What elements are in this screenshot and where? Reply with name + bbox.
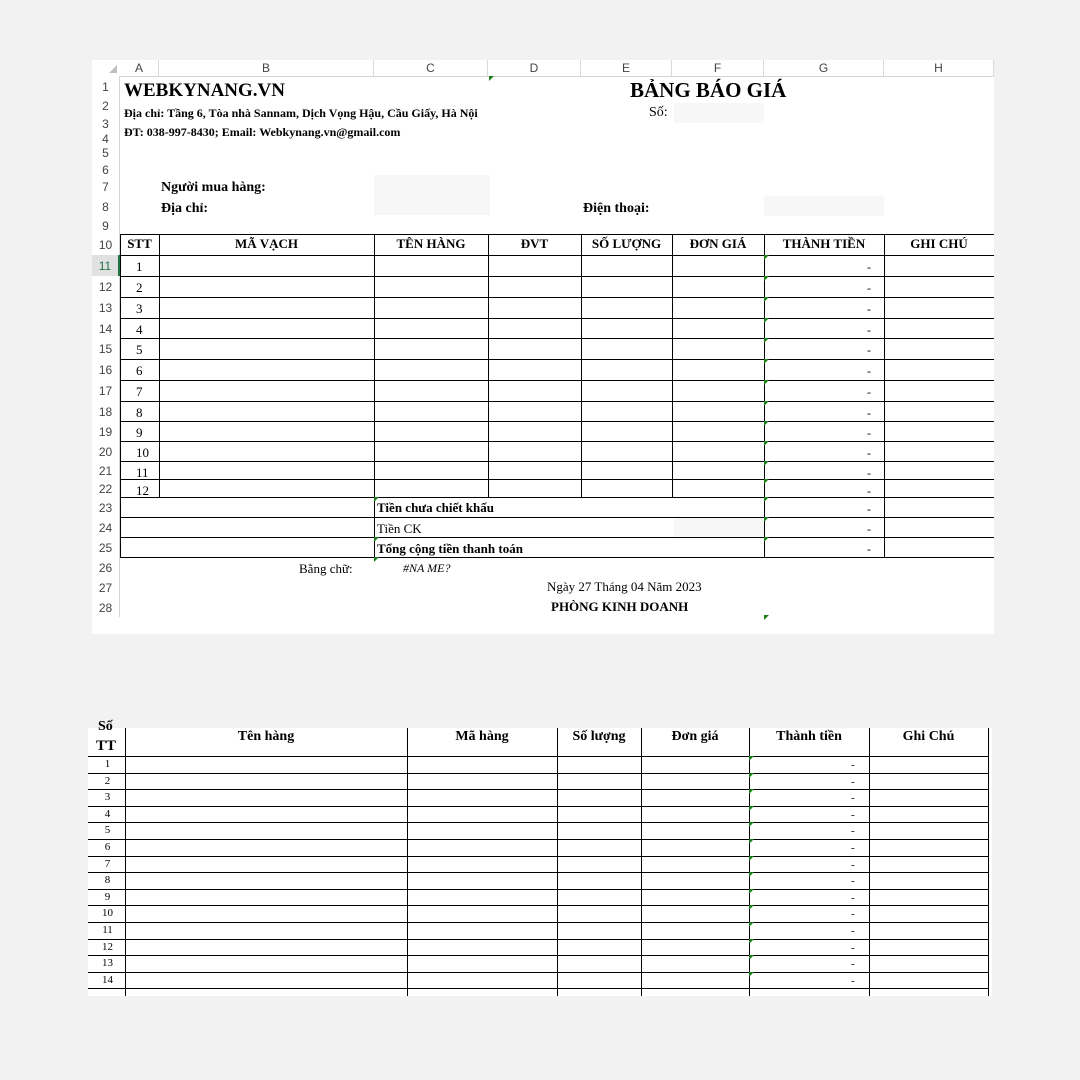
comment-indicator bbox=[489, 76, 494, 81]
comment-indicator bbox=[749, 856, 754, 861]
buyer-label: Người mua hàng: bbox=[161, 180, 266, 195]
list-amount-dash: - bbox=[851, 792, 855, 805]
list-row-number: 5 bbox=[104, 824, 111, 837]
table-row-number: 12 bbox=[136, 483, 149, 498]
row-amount-dash: - bbox=[867, 426, 871, 440]
comment-indicator bbox=[764, 615, 769, 620]
comment-indicator bbox=[764, 441, 769, 446]
comment-indicator bbox=[749, 972, 754, 977]
list-row-number: 8 bbox=[104, 874, 111, 887]
comment-indicator bbox=[764, 338, 769, 343]
list-row-number: 4 bbox=[104, 807, 111, 820]
table-header-6: ĐƠN GIÁ bbox=[689, 236, 747, 251]
row-amount-dash: - bbox=[867, 446, 871, 460]
row-border bbox=[120, 359, 994, 360]
column-headers bbox=[120, 60, 994, 77]
row-border bbox=[120, 297, 994, 298]
buyer-input-cell[interactable] bbox=[374, 175, 490, 215]
table-header-4: ĐVT bbox=[520, 236, 549, 251]
stt-header: TT bbox=[96, 738, 117, 754]
list-header-4: Đơn giá bbox=[671, 729, 719, 744]
column-header-c[interactable]: C bbox=[374, 60, 488, 76]
comment-indicator bbox=[749, 905, 754, 910]
row-header-14[interactable]: 14 bbox=[92, 318, 120, 338]
stt-header-top: Số bbox=[98, 719, 113, 734]
totals-border bbox=[120, 517, 994, 518]
row-border bbox=[88, 922, 989, 923]
row-amount-dash: - bbox=[867, 364, 871, 378]
list-row-number: 1 bbox=[104, 758, 111, 770]
column-border bbox=[374, 234, 375, 557]
phone-label: Điện thoại: bbox=[583, 201, 650, 216]
list-amount-dash: - bbox=[851, 925, 855, 937]
table-row-number: 1 bbox=[136, 259, 143, 274]
row-header-5[interactable]: 5 bbox=[92, 143, 120, 162]
table-row-number: 9 bbox=[136, 425, 143, 440]
row-header-21[interactable]: 21 bbox=[92, 461, 120, 479]
row-border bbox=[120, 461, 994, 462]
column-header-f[interactable]: F bbox=[672, 60, 764, 76]
totals-border bbox=[120, 557, 994, 558]
column-border bbox=[884, 234, 885, 557]
row-border bbox=[88, 939, 989, 940]
subtotal-label: Tiền chưa chiết khấu bbox=[377, 500, 494, 515]
table-row-number: 7 bbox=[136, 384, 143, 399]
discount-input-cell[interactable] bbox=[674, 517, 764, 537]
page-title: BẢNG BÁO GIÁ bbox=[630, 78, 787, 102]
table-header-1: STT bbox=[127, 236, 152, 251]
row-header-17[interactable]: 17 bbox=[92, 380, 120, 401]
table-header-5: SỐ LƯỢNG bbox=[591, 236, 662, 251]
comment-indicator bbox=[374, 537, 379, 542]
column-header-b[interactable]: B bbox=[159, 60, 374, 76]
row-header-16[interactable]: 16 bbox=[92, 359, 120, 380]
list-amount-dash: - bbox=[851, 825, 855, 838]
contact-text: ĐT: 038-997-8430; Email: Webkynang.vn@gmail.com bbox=[124, 125, 401, 139]
list-amount-dash: - bbox=[851, 891, 855, 904]
comment-indicator bbox=[749, 773, 754, 778]
row-border bbox=[88, 988, 989, 989]
table-row-number: 10 bbox=[136, 445, 149, 460]
total-amount-dash: - bbox=[867, 502, 871, 516]
comment-indicator bbox=[764, 401, 769, 406]
list-row-number: 10 bbox=[102, 907, 113, 920]
row-border bbox=[88, 806, 989, 807]
column-border bbox=[581, 234, 582, 497]
row-header-25[interactable]: 25 bbox=[92, 537, 120, 557]
row-amount-dash: - bbox=[867, 484, 871, 498]
row-border bbox=[120, 318, 994, 319]
column-border bbox=[672, 234, 673, 497]
row-header-6[interactable]: 6 bbox=[92, 162, 120, 176]
comment-indicator bbox=[749, 922, 754, 927]
list-amount-dash: - bbox=[851, 775, 855, 788]
table-row-number: 5 bbox=[136, 342, 143, 357]
table-header-2: MÃ VẠCH bbox=[235, 236, 298, 251]
list-amount-dash: - bbox=[851, 958, 855, 971]
row-border bbox=[88, 789, 989, 790]
comment-indicator bbox=[764, 421, 769, 426]
row-header-3[interactable]: 3 bbox=[92, 113, 120, 133]
list-amount-dash: - bbox=[851, 808, 855, 821]
row-border bbox=[120, 421, 994, 422]
comment-indicator bbox=[749, 806, 754, 811]
list-amount-dash: - bbox=[851, 858, 855, 871]
buyer-address-label: Địa chỉ: bbox=[161, 201, 209, 216]
row-amount-dash: - bbox=[867, 281, 871, 295]
list-amount-dash: - bbox=[851, 875, 855, 888]
column-border bbox=[488, 234, 489, 497]
row-header-10[interactable]: 10 bbox=[92, 234, 120, 255]
row-border bbox=[120, 380, 994, 381]
comment-indicator bbox=[749, 872, 754, 877]
total-label: Tổng cộng tiền thanh toán bbox=[377, 541, 523, 556]
so-input-cell[interactable] bbox=[674, 103, 764, 123]
column-border bbox=[159, 234, 160, 497]
row-header-2[interactable]: 2 bbox=[92, 97, 120, 113]
row-header-13[interactable]: 13 bbox=[92, 297, 120, 318]
row-header-23[interactable]: 23 bbox=[92, 497, 120, 517]
address-text: Địa chỉ: Tầng 6, Tòa nhà Sannam, Dịch Vọng Hậu, Cầu Giấy, Hà Nội bbox=[124, 106, 478, 120]
comment-indicator bbox=[749, 939, 754, 944]
column-border bbox=[764, 234, 765, 557]
comment-indicator bbox=[764, 461, 769, 466]
table-row-number: 11 bbox=[136, 465, 149, 480]
row-amount-dash: - bbox=[867, 260, 871, 274]
amount-in-words-label: Bằng chữ: bbox=[299, 561, 353, 576]
table-header-3: TÊN HÀNG bbox=[396, 236, 466, 251]
list-header-2: Mã hàng bbox=[455, 729, 509, 744]
quotation-spreadsheet bbox=[92, 60, 994, 634]
row-amount-dash: - bbox=[867, 466, 871, 480]
row-border bbox=[88, 839, 989, 840]
row-border bbox=[120, 497, 994, 498]
total-amount-dash: - bbox=[867, 542, 871, 556]
table-row-number: 4 bbox=[136, 322, 143, 337]
table-header-7: THÀNH TIỀN bbox=[782, 236, 866, 251]
comment-indicator bbox=[764, 517, 769, 522]
comment-indicator bbox=[764, 318, 769, 323]
column-header-g[interactable]: G bbox=[764, 60, 884, 76]
table-top-border bbox=[120, 234, 994, 235]
comment-indicator bbox=[764, 380, 769, 385]
department-text: PHÒNG KINH DOANH bbox=[551, 599, 689, 614]
table-row-number: 3 bbox=[136, 301, 143, 316]
table-row-number: 8 bbox=[136, 405, 143, 420]
product-list-table bbox=[88, 719, 992, 996]
column-header-h[interactable]: H bbox=[884, 60, 994, 76]
list-header-1: Tên hàng bbox=[237, 729, 295, 744]
column-header-d[interactable]: D bbox=[488, 60, 581, 76]
list-row-number: 11 bbox=[102, 924, 113, 936]
comment-indicator bbox=[749, 889, 754, 894]
phone-input-cell[interactable] bbox=[764, 196, 884, 216]
date-text: Ngày 27 Tháng 04 Năm 2023 bbox=[547, 579, 702, 594]
row-header-15[interactable]: 15 bbox=[92, 338, 120, 359]
list-header-5: Thành tiền bbox=[776, 729, 842, 744]
list-amount-dash: - bbox=[851, 759, 855, 771]
row-header-19[interactable]: 19 bbox=[92, 421, 120, 441]
so-label: Số: bbox=[649, 105, 668, 120]
select-all-corner[interactable] bbox=[92, 60, 121, 76]
row-header-24[interactable]: 24 bbox=[92, 517, 120, 537]
total-amount-dash: - bbox=[867, 522, 871, 536]
comment-indicator bbox=[764, 497, 769, 502]
row-amount-dash: - bbox=[867, 323, 871, 337]
comment-indicator bbox=[749, 789, 754, 794]
comment-indicator bbox=[374, 497, 379, 502]
list-row-number: 2 bbox=[104, 774, 111, 787]
column-header-e[interactable]: E bbox=[581, 60, 672, 76]
list-row-number: 13 bbox=[102, 957, 113, 970]
list-row-number: 12 bbox=[102, 940, 113, 953]
table-header-8: GHI CHÚ bbox=[910, 236, 968, 251]
row-border bbox=[120, 401, 994, 402]
row-border bbox=[120, 276, 994, 277]
discount-label: Tiền CK bbox=[377, 521, 422, 536]
row-header-9[interactable]: 9 bbox=[92, 216, 120, 234]
row-header-28[interactable]: 28 bbox=[92, 597, 120, 617]
comment-indicator bbox=[764, 297, 769, 302]
list-row-number: 14 bbox=[102, 973, 113, 986]
row-border bbox=[88, 872, 989, 873]
row-border bbox=[120, 479, 994, 480]
row-header-20[interactable]: 20 bbox=[92, 441, 120, 461]
comment-indicator bbox=[764, 537, 769, 542]
header-bottom-border bbox=[120, 255, 994, 256]
comment-indicator bbox=[749, 839, 754, 844]
list-header-6: Ghi Chú bbox=[902, 729, 955, 744]
comment-indicator bbox=[764, 479, 769, 484]
row-header-22[interactable]: 22 bbox=[92, 479, 120, 497]
row-amount-dash: - bbox=[867, 302, 871, 316]
list-row-number: 7 bbox=[104, 857, 111, 870]
row-header-8[interactable]: 8 bbox=[92, 197, 120, 216]
totals-border bbox=[120, 537, 994, 538]
row-amount-dash: - bbox=[867, 343, 871, 357]
comment-indicator bbox=[749, 955, 754, 960]
row-border bbox=[88, 773, 989, 774]
comment-indicator bbox=[764, 276, 769, 281]
row-border bbox=[88, 972, 989, 973]
row-header-11[interactable]: 11 bbox=[92, 255, 120, 276]
row-header-12[interactable]: 12 bbox=[92, 276, 120, 297]
row-header-26[interactable]: 26 bbox=[92, 557, 120, 577]
row-border bbox=[88, 905, 989, 906]
company-name: WEBKYNANG.VN bbox=[124, 80, 285, 101]
row-border bbox=[88, 856, 989, 857]
row-amount-dash: - bbox=[867, 406, 871, 420]
row-border bbox=[88, 822, 989, 823]
row-header-7[interactable]: 7 bbox=[92, 176, 120, 197]
row-border bbox=[120, 338, 994, 339]
list-header-3: Số lượng bbox=[572, 729, 626, 744]
list-amount-dash: - bbox=[851, 842, 855, 854]
list-amount-dash: - bbox=[851, 908, 855, 921]
column-header-a[interactable]: A bbox=[120, 60, 159, 76]
list-row-number: 9 bbox=[104, 890, 111, 903]
list-row-number: 6 bbox=[104, 841, 111, 853]
comment-indicator bbox=[764, 255, 769, 260]
row-border bbox=[120, 441, 994, 442]
table-left-border bbox=[120, 234, 121, 557]
comment-indicator bbox=[749, 756, 754, 761]
table-row-number: 2 bbox=[136, 280, 143, 295]
header-bottom-border bbox=[88, 756, 989, 757]
row-header-27[interactable]: 27 bbox=[92, 577, 120, 597]
list-row-number: 3 bbox=[104, 791, 111, 804]
row-amount-dash: - bbox=[867, 385, 871, 399]
row-header-1[interactable]: 1 bbox=[92, 76, 120, 97]
amount-in-words-value: #NA ME? bbox=[403, 561, 451, 575]
table-row-number: 6 bbox=[136, 363, 143, 378]
row-border bbox=[88, 889, 989, 890]
row-border bbox=[88, 955, 989, 956]
row-header-18[interactable]: 18 bbox=[92, 401, 120, 421]
comment-indicator bbox=[764, 359, 769, 364]
list-amount-dash: - bbox=[851, 974, 855, 987]
comment-indicator bbox=[374, 557, 379, 562]
list-amount-dash: - bbox=[851, 941, 855, 954]
comment-indicator bbox=[749, 822, 754, 827]
row-header-4[interactable]: 4 bbox=[92, 133, 120, 143]
